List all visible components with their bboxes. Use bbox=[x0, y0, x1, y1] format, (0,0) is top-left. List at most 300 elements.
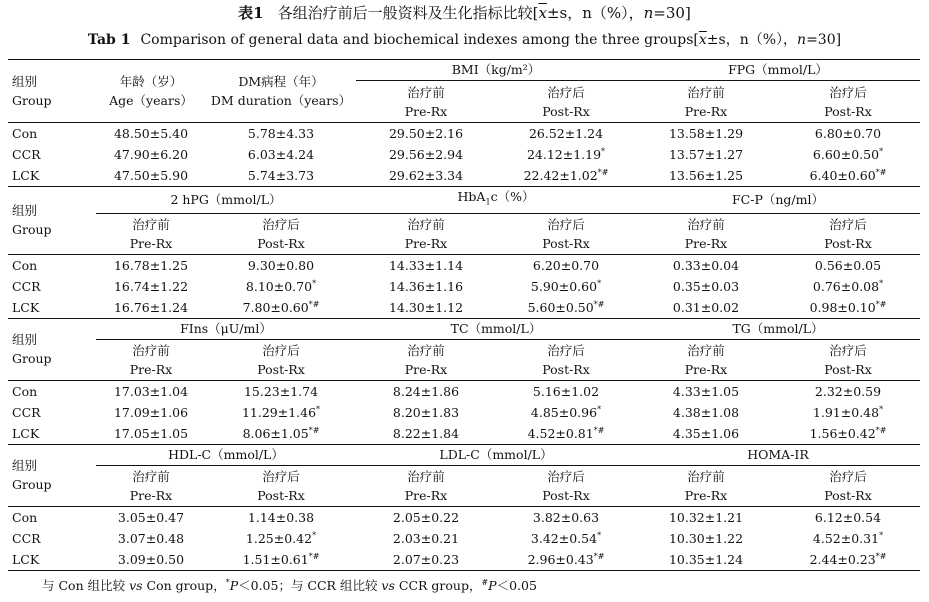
caption-cn-title: 各组治疗前后一般资料及生化指标比较[ bbox=[277, 4, 539, 22]
table-row bbox=[8, 276, 920, 297]
post-label-en: Post-Rx bbox=[824, 487, 872, 503]
tg-header: TG（mmol/L） bbox=[636, 318, 920, 339]
value-text: 5.16±1.02 bbox=[532, 383, 600, 399]
value-cell bbox=[636, 254, 776, 276]
ldlc-header: LDL-C（mmol/L） bbox=[356, 444, 636, 465]
group-header-en: Group bbox=[12, 477, 52, 492]
pre-label-en: Pre-Rx bbox=[404, 235, 448, 251]
footnote-vs: vs bbox=[129, 578, 143, 593]
value-cell bbox=[636, 549, 776, 571]
post-label-en: Post-Rx bbox=[257, 487, 305, 503]
value-cell bbox=[206, 528, 356, 549]
value-cell bbox=[96, 380, 206, 402]
value-cell bbox=[96, 297, 206, 319]
post-header-cell bbox=[206, 465, 356, 506]
pre-label-cn: 治疗前 bbox=[687, 468, 725, 484]
caption-cn-n-value: =30] bbox=[653, 4, 691, 22]
value-text: 11.29±1.46 bbox=[241, 404, 317, 420]
post-header-cell bbox=[206, 213, 356, 254]
group-cell: LCK bbox=[12, 168, 40, 183]
value-text: 26.52±1.24 bbox=[528, 126, 604, 141]
footnote-p: P bbox=[229, 578, 239, 593]
significance-mark: *# bbox=[875, 167, 887, 177]
value-text: 10.32±1.21 bbox=[668, 509, 744, 525]
value-cell bbox=[776, 423, 920, 445]
age-header-en: Age（years） bbox=[109, 93, 193, 108]
table-row bbox=[8, 144, 920, 165]
post-label-cn: 治疗后 bbox=[547, 342, 585, 358]
value-text: 29.56±2.94 bbox=[388, 147, 464, 162]
caption-en-xbar: $\overline{x}$ bbox=[698, 32, 707, 48]
significance-mark: *# bbox=[308, 551, 320, 561]
block1-header-row1 bbox=[8, 60, 920, 81]
post-label-en: Post-Rx bbox=[257, 361, 305, 377]
value-cell bbox=[496, 506, 636, 528]
table-row bbox=[8, 549, 920, 571]
value-text: 2.03±0.21 bbox=[392, 530, 460, 546]
hba1c-header-b: c（%） bbox=[490, 189, 535, 204]
post-label-cn: 治疗后 bbox=[547, 216, 585, 232]
significance-mark: * bbox=[597, 530, 602, 540]
significance-mark: * bbox=[312, 278, 317, 288]
value-text: 3.09±0.50 bbox=[117, 551, 185, 567]
value-text: 16.78±1.25 bbox=[113, 257, 189, 273]
post-label-en: Post-Rx bbox=[257, 235, 305, 251]
table-row bbox=[8, 123, 920, 145]
value-text: 4.52±0.81 bbox=[527, 425, 594, 441]
value-text: 13.58±1.29 bbox=[668, 126, 744, 141]
value-cell bbox=[776, 297, 920, 319]
value-cell bbox=[776, 506, 920, 528]
table-row bbox=[8, 165, 920, 187]
value-text: 1.25±0.42 bbox=[245, 530, 313, 546]
footnote-p: P bbox=[488, 578, 497, 593]
caption-cn bbox=[0, 4, 929, 22]
value-cell bbox=[356, 549, 496, 571]
footnote bbox=[42, 577, 537, 595]
prepost-header bbox=[356, 81, 496, 123]
group-cell: LCK bbox=[12, 299, 40, 315]
value-cell bbox=[206, 423, 356, 445]
value-text: 8.22±1.84 bbox=[392, 425, 460, 441]
group-cell: CCR bbox=[12, 530, 41, 546]
footnote-part5: ＜0.05 bbox=[496, 578, 537, 593]
table-row bbox=[8, 380, 920, 402]
value-cell bbox=[96, 506, 206, 528]
homair-header: HOMA-IR bbox=[636, 444, 920, 465]
block4-header-row2 bbox=[8, 465, 920, 506]
caption-cn-n: n bbox=[643, 4, 654, 22]
value-cell bbox=[496, 254, 636, 276]
pre-label-cn: 治疗前 bbox=[132, 468, 170, 484]
value-text: 0.98±0.10 bbox=[809, 299, 876, 315]
value-cell bbox=[496, 402, 636, 423]
value-text: 5.78±4.33 bbox=[247, 126, 315, 141]
dm-header-cell bbox=[206, 60, 356, 123]
post-header-cell bbox=[496, 465, 636, 506]
value-text: 0.76±0.08 bbox=[812, 278, 880, 294]
pre-label-cn: 治疗前 bbox=[687, 342, 725, 358]
value-cell bbox=[636, 123, 776, 145]
value-cell bbox=[636, 402, 776, 423]
value-text: 4.52±0.31 bbox=[812, 530, 880, 546]
value-cell bbox=[96, 144, 206, 165]
group-header-cn: 组别 bbox=[12, 458, 38, 473]
value-cell bbox=[496, 528, 636, 549]
significance-mark: *# bbox=[593, 425, 605, 435]
value-cell bbox=[206, 165, 356, 187]
group-cell: CCR bbox=[12, 278, 41, 294]
value-cell bbox=[96, 254, 206, 276]
pre-label-cn: 治疗前 bbox=[132, 342, 170, 358]
hpg-header: 2 hPG（mmol/L） bbox=[96, 187, 356, 214]
value-cell bbox=[356, 402, 496, 423]
value-cell bbox=[636, 506, 776, 528]
pre-label-en: Pre-Rx bbox=[129, 361, 173, 377]
caption-en-stat: ±s，n（%）， bbox=[706, 32, 798, 48]
fpg-header: FPG（mmol/L） bbox=[636, 60, 920, 81]
post-label-cn: 治疗后 bbox=[547, 468, 585, 484]
significance-mark: * bbox=[597, 278, 602, 288]
table-row bbox=[8, 423, 920, 445]
tc-header: TC（mmol/L） bbox=[356, 318, 636, 339]
value-text: 17.09±1.06 bbox=[113, 404, 189, 420]
caption-en bbox=[0, 31, 929, 49]
block2-header-row1 bbox=[8, 187, 920, 214]
pre-label-en: Pre-Rx bbox=[404, 487, 448, 503]
pre-label-en: Pre-Rx bbox=[129, 235, 173, 251]
pre-label-cn: 治疗前 bbox=[407, 84, 445, 100]
value-cell bbox=[776, 123, 920, 145]
group-header-cell bbox=[8, 318, 96, 380]
value-text: 8.06±1.05 bbox=[242, 425, 309, 441]
value-cell bbox=[776, 165, 920, 187]
value-cell bbox=[356, 123, 496, 145]
footnote-hash: # bbox=[481, 577, 489, 587]
value-text: 4.33±1.05 bbox=[672, 383, 740, 399]
value-cell bbox=[356, 297, 496, 319]
value-cell bbox=[776, 276, 920, 297]
value-text: 3.42±0.54 bbox=[530, 530, 598, 546]
group-cell: LCK bbox=[12, 425, 40, 441]
value-text: 2.44±0.23 bbox=[809, 551, 876, 567]
pre-label-cn: 治疗前 bbox=[687, 216, 725, 232]
age-header-cell bbox=[96, 60, 206, 123]
prepost-header bbox=[776, 81, 920, 123]
group-header-cell bbox=[8, 187, 96, 255]
value-cell bbox=[636, 423, 776, 445]
footnote-part1: 与 Con 组比较 bbox=[42, 578, 130, 593]
value-text: 13.57±1.27 bbox=[668, 147, 744, 162]
post-label-cn: 治疗后 bbox=[829, 468, 867, 484]
group-cell: Con bbox=[8, 506, 96, 528]
value-text: 0.33±0.04 bbox=[672, 257, 740, 273]
pre-label-cn: 治疗前 bbox=[407, 468, 445, 484]
post-header-cell bbox=[776, 213, 920, 254]
value-cell bbox=[206, 506, 356, 528]
value-cell bbox=[636, 528, 776, 549]
value-cell bbox=[96, 123, 206, 145]
value-cell bbox=[776, 549, 920, 571]
significance-mark: * bbox=[879, 530, 884, 540]
group-cell: Con bbox=[8, 380, 96, 402]
post-label-cn: 治疗后 bbox=[262, 216, 300, 232]
group-header-cn: 组别 bbox=[12, 203, 38, 219]
value-cell bbox=[636, 144, 776, 165]
caption-cn-stat: ±s，n（%）， bbox=[546, 4, 644, 22]
block4-header-row1 bbox=[8, 444, 920, 465]
comparison-table bbox=[8, 59, 920, 571]
post-header-cell bbox=[776, 465, 920, 506]
group-header-en: Group bbox=[12, 93, 52, 108]
value-text: 10.35±1.24 bbox=[668, 551, 744, 567]
footnote-part2: Con group， bbox=[142, 578, 226, 593]
value-text: 8.10±0.70 bbox=[245, 278, 313, 294]
value-text: 13.56±1.25 bbox=[668, 168, 744, 183]
value-text: 4.85±0.96 bbox=[530, 404, 598, 420]
significance-mark: *# bbox=[875, 425, 887, 435]
hba1c-header-sub: 1 bbox=[485, 197, 491, 207]
significance-mark: *# bbox=[593, 551, 605, 561]
value-cell bbox=[776, 254, 920, 276]
pre-label-en: Pre-Rx bbox=[684, 361, 728, 377]
value-cell bbox=[636, 297, 776, 319]
group-header-cell bbox=[8, 444, 96, 506]
value-text: 0.31±0.02 bbox=[672, 299, 740, 315]
value-text: 8.20±1.83 bbox=[392, 404, 460, 420]
post-label-en: Post-Rx bbox=[542, 361, 590, 377]
post-label-en: Post-Rx bbox=[542, 487, 590, 503]
group-cell: CCR bbox=[12, 147, 41, 162]
block3-header-row1 bbox=[8, 318, 920, 339]
post-label-cn: 治疗后 bbox=[829, 216, 867, 232]
value-text: 14.30±1.12 bbox=[388, 299, 464, 315]
pre-label-cn: 治疗前 bbox=[132, 216, 170, 232]
age-header-cn: 年龄（岁） bbox=[119, 74, 183, 89]
pre-header-cell bbox=[356, 465, 496, 506]
value-cell bbox=[496, 276, 636, 297]
value-text: 4.38±1.08 bbox=[672, 404, 740, 420]
value-cell bbox=[776, 528, 920, 549]
footnote-vs: vs bbox=[381, 578, 395, 593]
post-label-en: Post-Rx bbox=[824, 103, 872, 119]
table-row bbox=[8, 402, 920, 423]
value-text: 14.36±1.16 bbox=[388, 278, 464, 294]
value-text: 0.35±0.03 bbox=[672, 278, 740, 294]
value-cell bbox=[356, 144, 496, 165]
significance-mark: * bbox=[316, 404, 321, 414]
value-cell bbox=[496, 144, 636, 165]
value-text: 22.42±1.02 bbox=[523, 168, 598, 183]
post-label-en: Post-Rx bbox=[824, 361, 872, 377]
significance-mark: * bbox=[879, 404, 884, 414]
value-text: 1.51±0.61 bbox=[242, 551, 309, 567]
value-cell bbox=[206, 276, 356, 297]
value-text: 6.60±0.50 bbox=[812, 147, 880, 162]
value-cell bbox=[356, 165, 496, 187]
post-header-cell bbox=[496, 339, 636, 380]
caption-en-n: n bbox=[797, 32, 807, 48]
group-header-cn: 组别 bbox=[12, 74, 38, 89]
value-text: 6.12±0.54 bbox=[814, 509, 882, 525]
value-text: 16.76±1.24 bbox=[113, 299, 189, 315]
block2-header-row2 bbox=[8, 213, 920, 254]
pre-label-en: Pre-Rx bbox=[129, 487, 173, 503]
significance-mark: *# bbox=[308, 425, 320, 435]
value-text: 0.56±0.05 bbox=[814, 257, 882, 273]
value-text: 3.05±0.47 bbox=[117, 509, 185, 525]
value-text: 5.60±0.50 bbox=[527, 299, 594, 315]
pre-label-cn: 治疗前 bbox=[687, 84, 725, 100]
hdlc-header: HDL-C（mmol/L） bbox=[96, 444, 356, 465]
group-header-en: Group bbox=[12, 351, 52, 366]
value-text: 29.50±2.16 bbox=[388, 126, 464, 141]
value-text: 4.35±1.06 bbox=[672, 425, 740, 441]
fins-header: FIns（μU/ml） bbox=[96, 318, 356, 339]
group-header-cn: 组别 bbox=[12, 332, 38, 347]
caption-cn-xbar: $\overline{x}$ bbox=[538, 4, 547, 22]
pre-label-cn: 治疗前 bbox=[407, 216, 445, 232]
group-cell: Con bbox=[8, 123, 96, 145]
value-text: 6.20±0.70 bbox=[532, 257, 600, 273]
value-text: 6.40±0.60 bbox=[809, 168, 876, 183]
pre-label-en: Pre-Rx bbox=[404, 103, 448, 119]
significance-mark: * bbox=[879, 278, 884, 288]
hba1c-header-a: HbA bbox=[457, 189, 486, 204]
table-row bbox=[8, 528, 920, 549]
value-cell bbox=[356, 506, 496, 528]
significance-mark: *# bbox=[593, 299, 605, 309]
value-text: 3.07±0.48 bbox=[117, 530, 185, 546]
value-text: 2.05±0.22 bbox=[392, 509, 460, 525]
value-text: 1.56±0.42 bbox=[809, 425, 876, 441]
caption-en-title: Comparison of general data and biochemical indexes among the three groups[ bbox=[140, 32, 699, 48]
footnote-part3: ＜0.05；与 CCR 组比较 bbox=[238, 578, 382, 593]
value-text: 14.33±1.14 bbox=[388, 257, 464, 273]
value-cell bbox=[206, 549, 356, 571]
group-cell: CCR bbox=[12, 404, 41, 420]
pre-header-cell bbox=[636, 465, 776, 506]
value-text: 6.80±0.70 bbox=[814, 126, 882, 141]
post-label-en: Post-Rx bbox=[542, 235, 590, 251]
block3-header-row2 bbox=[8, 339, 920, 380]
value-text: 6.03±4.24 bbox=[247, 147, 315, 162]
value-cell bbox=[96, 165, 206, 187]
post-label-en: Post-Rx bbox=[542, 103, 590, 119]
prepost-header bbox=[636, 81, 776, 123]
value-text: 9.30±0.80 bbox=[247, 257, 315, 273]
pre-header-cell bbox=[96, 213, 206, 254]
table-row bbox=[8, 297, 920, 319]
post-header-cell bbox=[206, 339, 356, 380]
post-label-cn: 治疗后 bbox=[829, 342, 867, 358]
value-text: 47.50±5.90 bbox=[113, 168, 189, 183]
caption-cn-label: 表1 bbox=[238, 4, 264, 22]
bmi-header: BMI（kg/m²） bbox=[356, 60, 636, 81]
pre-header-cell bbox=[356, 213, 496, 254]
table-row bbox=[8, 506, 920, 528]
dm-header-en: DM duration（years） bbox=[210, 93, 352, 108]
value-text: 2.32±0.59 bbox=[814, 383, 882, 399]
post-label-cn: 治疗后 bbox=[547, 84, 585, 100]
value-cell bbox=[636, 380, 776, 402]
value-cell bbox=[496, 380, 636, 402]
value-text: 24.12±1.19 bbox=[526, 147, 602, 162]
value-cell bbox=[636, 276, 776, 297]
value-cell bbox=[96, 549, 206, 571]
pre-header-cell bbox=[96, 465, 206, 506]
group-header-en: Group bbox=[12, 222, 52, 238]
pre-label-en: Pre-Rx bbox=[404, 361, 448, 377]
pre-label-en: Pre-Rx bbox=[684, 487, 728, 503]
value-cell bbox=[356, 423, 496, 445]
footnote-part4: CCR group， bbox=[394, 578, 482, 593]
value-text: 7.80±0.60 bbox=[242, 299, 309, 315]
pre-label-en: Pre-Rx bbox=[684, 235, 728, 251]
pre-header-cell bbox=[636, 339, 776, 380]
value-text: 1.14±0.38 bbox=[247, 509, 315, 525]
value-text: 3.82±0.63 bbox=[532, 509, 600, 525]
value-text: 16.74±1.22 bbox=[113, 278, 189, 294]
caption-en-n-value: =30] bbox=[806, 32, 842, 48]
dm-header-cn: DM病程（年） bbox=[238, 74, 324, 89]
value-cell bbox=[496, 297, 636, 319]
value-cell bbox=[496, 165, 636, 187]
value-cell bbox=[96, 528, 206, 549]
value-cell bbox=[776, 144, 920, 165]
value-text: 2.07±0.23 bbox=[392, 551, 460, 567]
significance-mark: * bbox=[601, 146, 606, 156]
value-text: 2.96±0.43 bbox=[527, 551, 594, 567]
significance-mark: * bbox=[879, 146, 884, 156]
significance-mark: * bbox=[312, 530, 317, 540]
value-cell bbox=[206, 297, 356, 319]
value-text: 5.90±0.60 bbox=[530, 278, 598, 294]
value-cell bbox=[206, 380, 356, 402]
value-text: 1.91±0.48 bbox=[812, 404, 880, 420]
value-cell bbox=[96, 276, 206, 297]
value-cell bbox=[96, 423, 206, 445]
value-cell bbox=[206, 123, 356, 145]
value-text: 47.90±6.20 bbox=[113, 147, 189, 162]
significance-mark: *# bbox=[875, 551, 887, 561]
group-header-cell bbox=[8, 60, 96, 123]
post-label-cn: 治疗后 bbox=[262, 468, 300, 484]
pre-header-cell bbox=[636, 213, 776, 254]
value-cell bbox=[776, 402, 920, 423]
post-label-en: Post-Rx bbox=[824, 235, 872, 251]
value-cell bbox=[356, 276, 496, 297]
post-header-cell bbox=[496, 213, 636, 254]
value-text: 15.23±1.74 bbox=[243, 383, 319, 399]
value-cell bbox=[496, 123, 636, 145]
value-text: 8.24±1.86 bbox=[392, 383, 460, 399]
table-row bbox=[8, 254, 920, 276]
value-cell bbox=[496, 423, 636, 445]
value-cell bbox=[356, 380, 496, 402]
group-cell: Con bbox=[8, 254, 96, 276]
value-cell bbox=[636, 165, 776, 187]
value-cell bbox=[206, 144, 356, 165]
value-cell bbox=[776, 380, 920, 402]
significance-mark: *# bbox=[597, 167, 609, 177]
value-cell bbox=[96, 402, 206, 423]
pre-header-cell bbox=[356, 339, 496, 380]
value-text: 48.50±5.40 bbox=[113, 126, 189, 141]
prepost-header bbox=[496, 81, 636, 123]
significance-mark: * bbox=[597, 404, 602, 414]
footnote-star: * bbox=[225, 577, 230, 587]
